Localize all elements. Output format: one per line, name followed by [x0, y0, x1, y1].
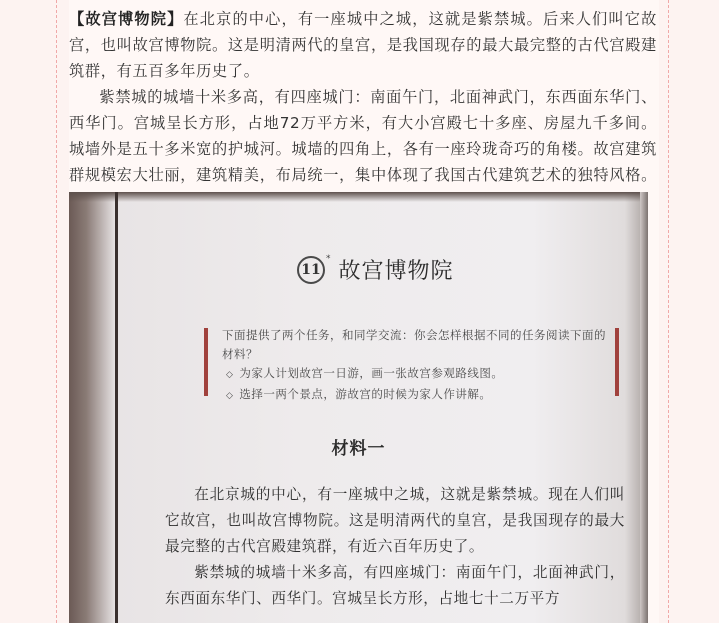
- intro-title: 【故宫博物院】: [69, 10, 184, 28]
- task-item-text: 为家人计划故宫一日游，画一张故宫参观路线图。: [239, 366, 504, 380]
- task-box-left-bar: [204, 328, 208, 396]
- book-body-text: [165, 482, 625, 612]
- article-content: [69, 0, 659, 623]
- task-item-1: [222, 364, 609, 385]
- photo-top-shadow: [69, 192, 648, 202]
- lesson-heading: [297, 254, 454, 285]
- lesson-number-badge: 11: [297, 256, 325, 284]
- material-heading: 材料一: [331, 439, 386, 459]
- page-edge: [640, 192, 648, 623]
- task-intro: 下面提供了两个任务，和同学交流：你会怎样根据不同的任务阅读下面的材料？: [222, 328, 606, 361]
- lesson-title: 故宫博物院: [338, 259, 454, 284]
- intro-paragraph-2: 紫禁城的城墙十米多高，有四座城门：南面午门，北面神武门，东西面东华门、西华门。宫城呈长方形，占地72万平方米，有大小宫殿七十多座、房屋九千多间。城墙外是五十多米宽的护城河。城墙的四角上，各有一座玲珑奇巧的角楼。故宫建筑群规模宏大壮丽，建筑精美，布局统一，集中体现了我国古代建筑艺术的独特风格。: [69, 88, 657, 184]
- intro-paragraph-1-text: 在北京的中心，有一座城中之城，这就是紫禁城。后来人们叫它故宫，也叫故宫博物院。这是明清两代的皇宫，是我国现存的最大最完整的古代宫殿建筑群，有五百多年历史了。: [69, 10, 657, 80]
- task-text: [222, 326, 609, 406]
- task-box-right-bar: [615, 328, 619, 396]
- task-item-text: 选择一两个景点，游故宫的时候为家人作讲解。: [239, 387, 492, 401]
- textbook-photo: [69, 192, 648, 623]
- right-dashed-border: [668, 0, 669, 623]
- left-dashed-border: [56, 0, 57, 623]
- task-item-2: [222, 385, 609, 406]
- book-spine: [115, 192, 118, 623]
- task-box: [204, 324, 619, 406]
- diamond-bullet-icon: ◇: [226, 370, 234, 380]
- book-paragraph-2: 紫禁城的城墙十米多高，有四座城门：南面午门，北面神武门，东西面东华门、西华门。宫城呈长方形，占地七十二万平方: [165, 564, 625, 607]
- intro-text: [69, 6, 657, 214]
- diamond-bullet-icon: ◇: [226, 391, 234, 401]
- lesson-star: *: [326, 254, 331, 264]
- book-paragraph-1: 在北京城的中心，有一座城中之城，这就是紫禁城。现在人们叫它故宫，也叫故宫博物院。这是明清两代的皇宫，是我国现存的最大最完整的古代宫殿建筑群，有近六百年历史了。: [165, 486, 625, 555]
- intro-paragraph-1: [69, 6, 657, 84]
